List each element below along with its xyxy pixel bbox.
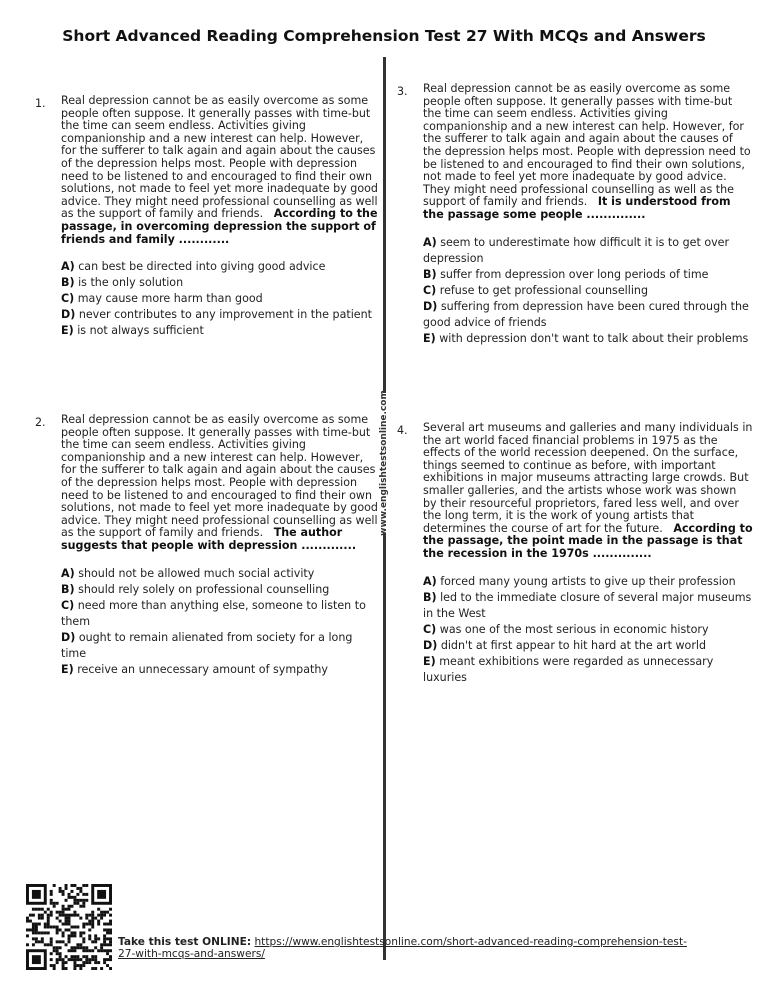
option[interactable] [61,630,379,662]
option-letter: D) [61,308,76,322]
option-text: should not be allowed much social activity [78,566,315,580]
option-text: seem to underestimate how difficult it is to get over depression [423,235,730,265]
question-passage: Real depression cannot be as easily overcome as some people often suppose. It generally passes with time-but the time can seem endless. Activities giving companionship and a new interest can help. However, for the sufferer to talk again and again about the causes of the depression helps most. People with depression need to be listened to and encouraged to find their own solutions, not made to feel yet more inadequate by good advice. They might need professional counselling as well as the support of family and friends. The author suggests that people with depression ............. [61,413,378,552]
question-number: 2. [35,416,46,429]
option-text: suffer from depression over long periods of time [440,267,709,281]
question-4 [397,422,753,686]
question-prompt: It is understood from the passage some people .............. [423,195,731,221]
option[interactable] [61,598,379,630]
option[interactable] [423,590,753,622]
option-text: may cause more harm than good [77,292,263,306]
option[interactable] [423,235,753,267]
option[interactable] [423,331,753,347]
options-list [423,235,753,347]
question-2 [35,414,379,678]
footer [118,936,698,960]
option[interactable] [423,283,753,299]
question-prompt: According to the passage, in overcoming depression the support of friends and family ............ [61,207,378,246]
qr-code [25,884,113,970]
option-letter: E) [61,324,74,338]
question-passage: Real depression cannot be as easily overcome as some people often suppose. It generally passes with time-but the time can seem endless. Activities giving companionship and a new interest can help. However, for the sufferer to talk again and again about the causes of the depression helps most. People with depression need to be listened to and encouraged to find their own solutions, not made to feel yet more inadequate by good advice. They might need professional counselling as well as the support of family and friends. It is understood from the passage some people .............. [423,82,751,221]
option[interactable] [423,267,753,283]
option[interactable] [423,654,753,686]
option-text: meant exhibitions were regarded as unnecessary luxuries [423,654,714,684]
question-prompt: According to the passage, the point made in the passage is that the recession in the 1970s .............. [423,521,753,560]
option-text: refuse to get professional counselling [439,283,648,297]
question-number: 1. [35,97,46,110]
option-text: ought to remain alienated from society for a long time [61,630,353,660]
option-letter: D) [423,638,438,652]
option[interactable] [61,566,379,582]
question-1 [35,95,379,339]
question-3 [397,83,753,347]
option-letter: E) [61,662,74,676]
option[interactable] [423,638,753,654]
option-letter: B) [423,590,437,604]
option-text: need more than anything else, someone to listen to them [61,598,366,628]
option-text: never contributes to any improvement in the patient [78,308,373,322]
question-number: 3. [397,85,408,98]
options-list [61,259,379,339]
test-link[interactable]: https://www.englishtestsonline.com/short-advanced-reading-comprehension-test-27-with-mcqs-and-answers/ [118,936,687,960]
option[interactable] [423,574,753,590]
option-letter: B) [61,276,75,290]
question-number: 4. [397,424,408,437]
option[interactable] [61,323,379,339]
option-letter: E) [423,331,436,345]
option-letter: D) [61,630,76,644]
option[interactable] [61,307,379,323]
option[interactable] [61,259,379,275]
option-text: led to the immediate closure of several major museums in the West [423,590,752,620]
option-letter: A) [61,260,75,274]
option-letter: A) [423,574,437,588]
option-text: should rely solely on professional counselling [78,582,330,596]
option-text: was one of the most serious in economic history [439,622,709,636]
option-text: didn't at first appear to hit hard at the art world [440,638,707,652]
options-list [423,574,753,686]
option-letter: C) [61,598,75,612]
option-letter: B) [61,582,75,596]
option-text: suffering from depression have been cured through the good advice of friends [423,299,749,329]
option-letter: B) [423,267,437,281]
page-title: Short Advanced Reading Comprehension Test 27 With MCQs and Answers [62,27,706,45]
option-text: forced many young artists to give up their profession [440,574,736,588]
option-letter: E) [423,654,436,668]
option-letter: A) [61,566,75,580]
option-text: can best be directed into giving good advice [78,260,326,274]
question-passage: Real depression cannot be as easily overcome as some people often suppose. It generally passes with time-but the time can seem endless. Activities giving companionship and a new interest can help. However, for the sufferer to talk again and again about the causes of the depression helps most. People with depression need to be listened to and encouraged to find their own solutions, not made to feel yet more inadequate by good advice. They might need professional counselling as well as the support of family and friends. According to the passage, in overcoming depression the support of friends and family ............ [61,94,378,246]
option-letter: C) [423,622,437,636]
option[interactable] [423,299,753,331]
option-letter: A) [423,235,437,249]
option-text: is the only solution [78,276,184,290]
watermark: www.englishtestsonline.com [379,390,389,536]
question-passage: Several art museums and galleries and many individuals in the art world faced financial problems in 1975 as the effects of the world recession deepened. On the surface, things seemed to continue as before, with important exhibitions in major museums attracting large crowds. But smaller galleries, and the artists whose work was shown by their resourceful proprietors, fared less well, and over the long term, it is the work of young artists that determines the course of art for the future. According to the passage, the point made in the passage is that the recession in the 1970s .............. [423,421,753,560]
option-letter: D) [423,299,438,313]
option[interactable] [423,622,753,638]
option-text: is not always sufficient [77,324,204,338]
option-text: receive an unnecessary amount of sympathy [77,662,328,676]
option-text: with depression don't want to talk about their problems [439,331,749,345]
option-letter: C) [61,292,75,306]
question-prompt: The author suggests that people with depression ............. [61,526,357,552]
options-list [61,566,379,678]
option[interactable] [61,291,379,307]
option-letter: C) [423,283,437,297]
option[interactable] [61,275,379,291]
option[interactable] [61,582,379,598]
footer-label: Take this test ONLINE: [118,936,252,948]
option[interactable] [61,662,379,678]
